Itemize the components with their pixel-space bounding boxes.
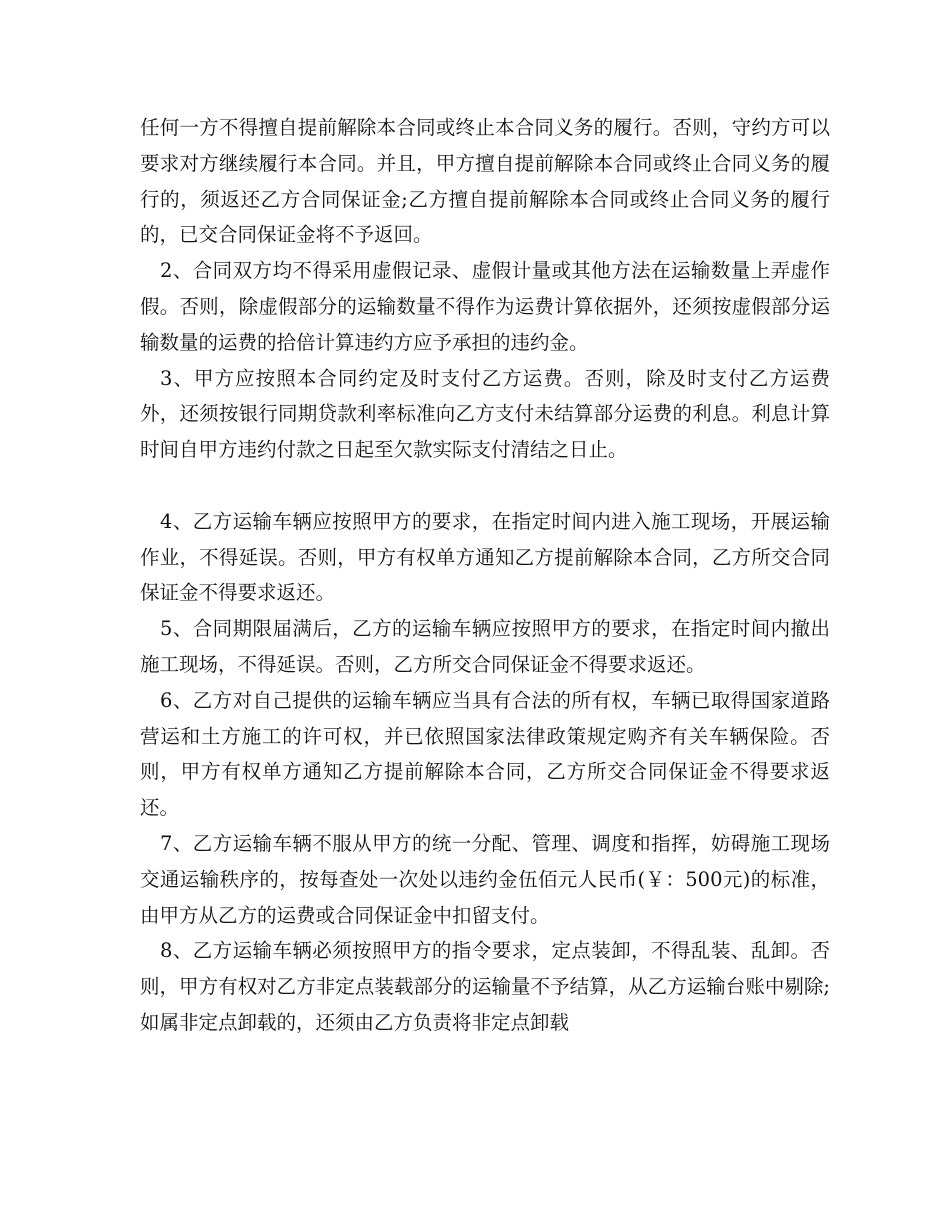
paragraph-spacer	[140, 468, 830, 504]
paragraph-clause-4: 4、乙方运输车辆应按照甲方的要求，在指定时间内进入施工现场，开展运输作业，不得延误。否则，甲方有权单方通知乙方提前解除本合同，乙方所交合同保证金不得要求返还。	[140, 509, 830, 605]
paragraph-clause-8: 8、乙方运输车辆必须按照甲方的指令要求，定点装卸，不得乱装、乱卸。否则，甲方有权对乙方非定点装载部分的运输量不予结算，从乙方运输台账中剔除;如属非定点卸载的，还须由乙方负责将非定点卸载	[140, 939, 830, 1034]
paragraph-clause-7: 7、乙方运输车辆不服从甲方的统一分配、管理、调度和指挥，妨碍施工现场交通运输秩序的，按每查处一次处以违约金伍佰元人民币(￥：500元)的标准，由甲方从乙方的运费或合同保证金中扣留支付。	[140, 831, 830, 927]
paragraph-clause-6: 6、乙方对自己提供的运输车辆应当具有合法的所有权，车辆已取得国家道路营运和土方施工的许可权，并已依照国家法律政策规定购齐有关车辆保险。否则，甲方有权单方通知乙方提前解除本合同，乙方所交合同保证金不得要求返还。	[140, 688, 830, 820]
paragraph-continuation: 任何一方不得擅自提前解除本合同或终止本合同义务的履行。否则，守约方可以要求对方继续履行本合同。并且，甲方擅自提前解除本合同或终止合同义务的履行的，须返还乙方合同保证金;乙方擅自提前解除本合同或终止合同义务的履行的，已交合同保证金将不予返回。	[140, 116, 830, 247]
document-body	[140, 110, 830, 1041]
paragraph-clause-3: 3、甲方应按照本合同约定及时支付乙方运费。否则，除及时支付乙方运费外，还须按银行同期贷款利率标准向乙方支付未结算部分运费的利息。利息计算时间自甲方违约付款之日起至欠款实际支付清结之日止。	[140, 366, 830, 462]
paragraph-clause-5: 5、合同期限届满后，乙方的运输车辆应按照甲方的要求，在指定时间内撤出施工现场，不得延误。否则，乙方所交合同保证金不得要求返还。	[140, 617, 830, 676]
paragraph-clause-2: 2、合同双方均不得采用虚假记录、虚假计量或其他方法在运输数量上弄虚作假。否则，除虚假部分的运输数量不得作为运费计算依据外，还须按虚假部分运输数量的运费的拾倍计算违约方应予承担的违约金。	[140, 259, 830, 354]
